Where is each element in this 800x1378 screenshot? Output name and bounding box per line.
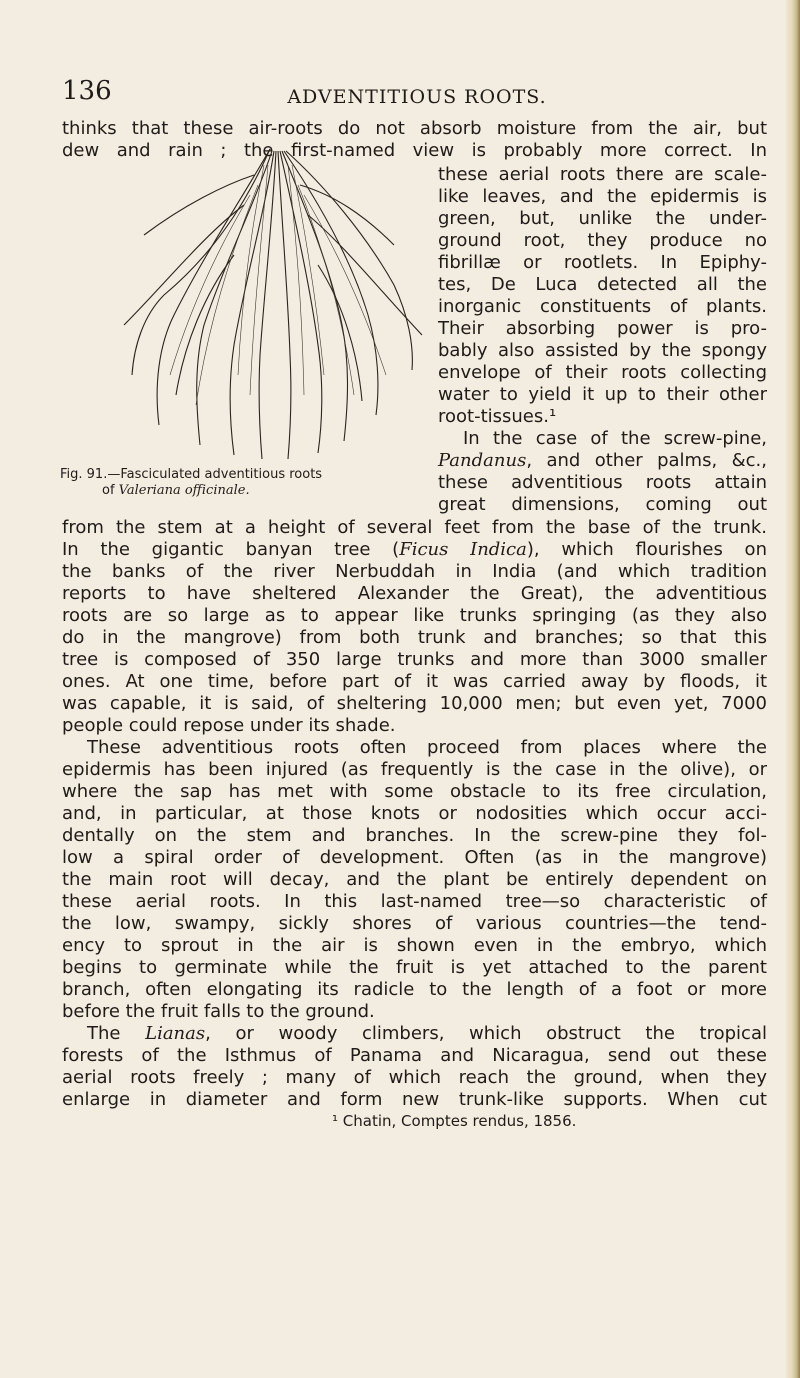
text-line: where the sap has met with some obstacle to its free circulation, bbox=[62, 781, 767, 802]
genus-name: Pandanus bbox=[438, 450, 527, 471]
text-line: was capable, it is said, of sheltering 10,000 men; but even yet, 7000 bbox=[62, 693, 767, 714]
text-line: roots are so large as to appear like trunks springing (as they also bbox=[62, 605, 767, 626]
text-line: tree is composed of 350 large trunks and more than 3000 smaller bbox=[62, 649, 767, 670]
text-line: ground root, they produce no bbox=[438, 230, 767, 251]
text-line: before the fruit falls to the ground. bbox=[62, 1001, 375, 1022]
text-line: do in the mangrove) from both trunk and branches; so that this bbox=[62, 627, 767, 648]
figure-caption: Fig. 91.—Fasciculated adventitious roots bbox=[60, 467, 323, 482]
text-line: forests of the Isthmus of Panama and Nicaragua, send out these bbox=[62, 1045, 767, 1066]
text-line: bably also assisted by the spongy bbox=[438, 340, 767, 361]
text-line: thinks that these air-roots do not absorb moisture from the air, but bbox=[62, 118, 767, 139]
text-line: dew and rain ; the first-named view is probably more correct. In bbox=[62, 140, 767, 161]
page-edge bbox=[786, 0, 800, 1378]
text-line: the low, swampy, sickly shores of various countries—the tend- bbox=[62, 913, 767, 934]
species-name: Valeriana officinale. bbox=[118, 483, 250, 498]
text-fragment: , and other palms, &c., bbox=[526, 450, 767, 471]
text-line: low a spiral order of development. Often (as in the mangrove) bbox=[62, 847, 767, 868]
text-line: root-tissues.¹ bbox=[438, 406, 557, 427]
text-line: envelope of their roots collecting bbox=[438, 362, 767, 383]
text-fragment: of bbox=[102, 483, 119, 498]
text-line: begins to germinate while the fruit is yet attached to the parent bbox=[62, 957, 767, 978]
text-line: ones. At one time, before part of it was carried away by floods, it bbox=[62, 671, 767, 692]
text-line: like leaves, and the epidermis is bbox=[438, 186, 767, 207]
text-line: reports to have sheltered Alexander the Great), the adventitious bbox=[62, 583, 767, 604]
text-line: great dimensions, coming out bbox=[438, 494, 767, 515]
text-line: people could repose under its shade. bbox=[62, 715, 396, 736]
text-line: the main root will decay, and the plant be entirely dependent on bbox=[62, 869, 767, 890]
species-name: Ficus Indica bbox=[399, 539, 527, 560]
text-line: ency to sprout in the air is shown even in the embryo, which bbox=[62, 935, 767, 956]
text-line: tes, De Luca detected all the bbox=[438, 274, 767, 295]
text-line: In the case of the screw-pine, bbox=[463, 428, 767, 449]
text-line: these aerial roots there are scale- bbox=[438, 164, 767, 185]
text-line: and, in particular, at those knots or nodosities which occur acci- bbox=[62, 803, 767, 824]
figure-caption bbox=[102, 483, 250, 498]
text-line: Their absorbing power is pro- bbox=[438, 318, 767, 339]
text-line: dentally on the stem and branches. In the screw-pine they fol- bbox=[62, 825, 767, 846]
text-fragment: In the gigantic banyan tree ( bbox=[62, 539, 400, 560]
text-line: These adventitious roots often proceed from places where the bbox=[87, 737, 767, 758]
text-line: green, but, unlike the under- bbox=[438, 208, 767, 229]
text-line: fibrillæ or rootlets. In Epiphy- bbox=[438, 252, 767, 273]
plant-name: Lianas bbox=[145, 1023, 206, 1044]
text-line: epidermis has been injured (as frequently is the case in the olive), or bbox=[62, 759, 767, 780]
text-fragment: The bbox=[87, 1023, 146, 1044]
text-line: water to yield it up to their other bbox=[438, 384, 767, 405]
text-line: enlarge in diameter and form new trunk-like supports. When cut bbox=[62, 1089, 767, 1110]
text-line: the banks of the river Nerbuddah in India (and which tradition bbox=[62, 561, 767, 582]
roots-illustration bbox=[104, 145, 436, 463]
page-number: 136 bbox=[62, 76, 112, 106]
running-title: ADVENTITIOUS ROOTS. bbox=[287, 86, 547, 108]
text-fragment: ), which flourishes on bbox=[526, 539, 767, 560]
footnote: ¹ Chatin, Comptes rendus, 1856. bbox=[332, 1112, 577, 1130]
text-line: branch, often elongating its radicle to the length of a foot or more bbox=[62, 979, 767, 1000]
text-line bbox=[438, 451, 767, 471]
text-fragment: , or woody climbers, which obstruct the tropical bbox=[205, 1023, 767, 1044]
text-line: from the stem at a height of several feet from the base of the trunk. bbox=[62, 517, 767, 538]
text-line: inorganic constituents of plants. bbox=[438, 296, 767, 317]
text-line: aerial roots freely ; many of which reach the ground, when they bbox=[62, 1067, 767, 1088]
text-line bbox=[87, 1024, 767, 1044]
text-line bbox=[62, 540, 767, 560]
text-line: these aerial roots. In this last-named tree—so characteristic of bbox=[62, 891, 767, 912]
text-line: these adventitious roots attain bbox=[438, 472, 767, 493]
